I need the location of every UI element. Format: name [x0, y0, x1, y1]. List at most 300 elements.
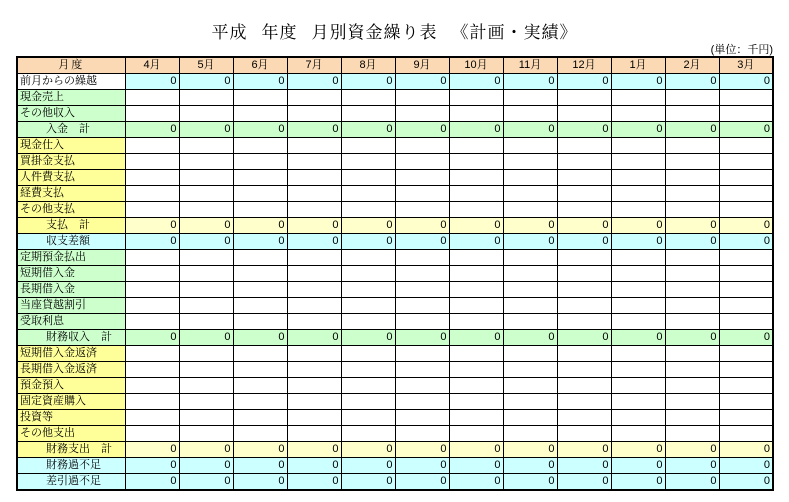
value-cell[interactable]: 0 — [395, 330, 449, 346]
value-cell[interactable] — [719, 170, 773, 186]
value-cell[interactable]: 0 — [611, 122, 665, 138]
value-cell[interactable]: 0 — [341, 74, 395, 90]
value-cell[interactable] — [341, 106, 395, 122]
value-cell[interactable] — [611, 154, 665, 170]
value-cell[interactable]: 0 — [557, 234, 611, 250]
value-cell[interactable] — [287, 314, 341, 330]
value-cell[interactable] — [503, 170, 557, 186]
value-cell[interactable]: 0 — [287, 218, 341, 234]
value-cell[interactable] — [665, 426, 719, 442]
value-cell[interactable] — [287, 186, 341, 202]
value-cell[interactable] — [125, 170, 179, 186]
value-cell[interactable] — [665, 394, 719, 410]
value-cell[interactable] — [179, 138, 233, 154]
value-cell[interactable] — [179, 282, 233, 298]
value-cell[interactable]: 0 — [449, 442, 503, 458]
value-cell[interactable]: 0 — [287, 74, 341, 90]
value-cell[interactable] — [179, 426, 233, 442]
value-cell[interactable] — [287, 426, 341, 442]
value-cell[interactable] — [341, 138, 395, 154]
value-cell[interactable] — [719, 138, 773, 154]
value-cell[interactable] — [665, 250, 719, 266]
value-cell[interactable] — [557, 202, 611, 218]
value-cell[interactable] — [449, 426, 503, 442]
value-cell[interactable] — [341, 266, 395, 282]
value-cell[interactable]: 0 — [449, 234, 503, 250]
value-cell[interactable] — [395, 410, 449, 426]
value-cell[interactable]: 0 — [719, 218, 773, 234]
value-cell[interactable] — [503, 266, 557, 282]
value-cell[interactable]: 0 — [395, 442, 449, 458]
value-cell[interactable] — [449, 346, 503, 362]
value-cell[interactable] — [719, 394, 773, 410]
value-cell[interactable] — [449, 170, 503, 186]
value-cell[interactable] — [611, 378, 665, 394]
value-cell[interactable] — [395, 394, 449, 410]
value-cell[interactable]: 0 — [233, 442, 287, 458]
value-cell[interactable] — [179, 394, 233, 410]
value-cell[interactable] — [287, 250, 341, 266]
value-cell[interactable]: 0 — [611, 74, 665, 90]
value-cell[interactable]: 0 — [179, 442, 233, 458]
value-cell[interactable] — [287, 378, 341, 394]
value-cell[interactable] — [179, 154, 233, 170]
value-cell[interactable] — [395, 250, 449, 266]
value-cell[interactable] — [719, 282, 773, 298]
value-cell[interactable] — [719, 266, 773, 282]
value-cell[interactable] — [125, 362, 179, 378]
value-cell[interactable]: 0 — [287, 442, 341, 458]
value-cell[interactable] — [287, 202, 341, 218]
value-cell[interactable] — [125, 202, 179, 218]
value-cell[interactable]: 0 — [179, 234, 233, 250]
value-cell[interactable]: 0 — [125, 474, 179, 491]
value-cell[interactable]: 0 — [557, 74, 611, 90]
value-cell[interactable] — [665, 106, 719, 122]
value-cell[interactable]: 0 — [611, 458, 665, 474]
value-cell[interactable] — [665, 90, 719, 106]
value-cell[interactable]: 0 — [395, 122, 449, 138]
value-cell[interactable]: 0 — [449, 122, 503, 138]
value-cell[interactable] — [179, 106, 233, 122]
value-cell[interactable] — [449, 202, 503, 218]
value-cell[interactable]: 0 — [125, 218, 179, 234]
value-cell[interactable] — [449, 138, 503, 154]
value-cell[interactable] — [503, 378, 557, 394]
value-cell[interactable] — [233, 362, 287, 378]
value-cell[interactable]: 0 — [233, 458, 287, 474]
value-cell[interactable] — [179, 410, 233, 426]
value-cell[interactable] — [719, 378, 773, 394]
value-cell[interactable] — [233, 410, 287, 426]
value-cell[interactable] — [233, 106, 287, 122]
value-cell[interactable] — [395, 170, 449, 186]
value-cell[interactable] — [449, 410, 503, 426]
value-cell[interactable]: 0 — [287, 234, 341, 250]
value-cell[interactable] — [503, 362, 557, 378]
value-cell[interactable] — [233, 154, 287, 170]
value-cell[interactable] — [503, 314, 557, 330]
value-cell[interactable] — [179, 250, 233, 266]
value-cell[interactable]: 0 — [503, 458, 557, 474]
value-cell[interactable] — [287, 170, 341, 186]
value-cell[interactable] — [719, 202, 773, 218]
value-cell[interactable]: 0 — [233, 74, 287, 90]
value-cell[interactable]: 0 — [341, 474, 395, 491]
value-cell[interactable] — [449, 362, 503, 378]
value-cell[interactable]: 0 — [449, 474, 503, 491]
value-cell[interactable]: 0 — [395, 218, 449, 234]
value-cell[interactable]: 0 — [503, 218, 557, 234]
value-cell[interactable]: 0 — [179, 122, 233, 138]
value-cell[interactable]: 0 — [557, 330, 611, 346]
value-cell[interactable] — [719, 90, 773, 106]
value-cell[interactable]: 0 — [287, 122, 341, 138]
value-cell[interactable]: 0 — [179, 474, 233, 491]
value-cell[interactable] — [557, 298, 611, 314]
value-cell[interactable] — [503, 90, 557, 106]
value-cell[interactable] — [665, 266, 719, 282]
value-cell[interactable] — [179, 298, 233, 314]
value-cell[interactable] — [665, 170, 719, 186]
value-cell[interactable] — [611, 186, 665, 202]
value-cell[interactable]: 0 — [341, 442, 395, 458]
value-cell[interactable] — [125, 266, 179, 282]
value-cell[interactable] — [125, 426, 179, 442]
value-cell[interactable] — [341, 202, 395, 218]
value-cell[interactable]: 0 — [287, 458, 341, 474]
value-cell[interactable]: 0 — [179, 74, 233, 90]
value-cell[interactable] — [449, 282, 503, 298]
value-cell[interactable] — [125, 90, 179, 106]
value-cell[interactable] — [395, 106, 449, 122]
value-cell[interactable] — [719, 362, 773, 378]
value-cell[interactable] — [665, 186, 719, 202]
value-cell[interactable] — [503, 394, 557, 410]
value-cell[interactable]: 0 — [341, 122, 395, 138]
value-cell[interactable] — [557, 394, 611, 410]
value-cell[interactable] — [233, 138, 287, 154]
value-cell[interactable] — [233, 314, 287, 330]
value-cell[interactable]: 0 — [395, 234, 449, 250]
value-cell[interactable] — [233, 266, 287, 282]
value-cell[interactable] — [503, 154, 557, 170]
value-cell[interactable] — [449, 314, 503, 330]
value-cell[interactable] — [233, 202, 287, 218]
value-cell[interactable]: 0 — [341, 218, 395, 234]
value-cell[interactable]: 0 — [125, 234, 179, 250]
value-cell[interactable] — [557, 170, 611, 186]
value-cell[interactable]: 0 — [503, 74, 557, 90]
value-cell[interactable] — [449, 266, 503, 282]
value-cell[interactable] — [611, 138, 665, 154]
value-cell[interactable]: 0 — [719, 74, 773, 90]
value-cell[interactable] — [233, 378, 287, 394]
value-cell[interactable] — [557, 250, 611, 266]
value-cell[interactable]: 0 — [611, 234, 665, 250]
value-cell[interactable] — [341, 378, 395, 394]
value-cell[interactable] — [395, 362, 449, 378]
value-cell[interactable] — [611, 106, 665, 122]
value-cell[interactable]: 0 — [557, 474, 611, 491]
value-cell[interactable] — [665, 314, 719, 330]
value-cell[interactable]: 0 — [233, 218, 287, 234]
value-cell[interactable] — [449, 186, 503, 202]
value-cell[interactable] — [287, 410, 341, 426]
value-cell[interactable] — [611, 410, 665, 426]
value-cell[interactable] — [395, 90, 449, 106]
value-cell[interactable] — [611, 298, 665, 314]
value-cell[interactable] — [179, 362, 233, 378]
value-cell[interactable] — [125, 298, 179, 314]
value-cell[interactable] — [449, 250, 503, 266]
value-cell[interactable]: 0 — [665, 330, 719, 346]
value-cell[interactable] — [287, 106, 341, 122]
value-cell[interactable] — [503, 346, 557, 362]
value-cell[interactable] — [395, 426, 449, 442]
value-cell[interactable] — [611, 426, 665, 442]
value-cell[interactable] — [449, 298, 503, 314]
value-cell[interactable] — [557, 90, 611, 106]
value-cell[interactable]: 0 — [665, 474, 719, 491]
value-cell[interactable] — [287, 282, 341, 298]
value-cell[interactable] — [395, 346, 449, 362]
value-cell[interactable]: 0 — [395, 458, 449, 474]
value-cell[interactable] — [395, 202, 449, 218]
value-cell[interactable] — [719, 410, 773, 426]
value-cell[interactable] — [341, 154, 395, 170]
value-cell[interactable]: 0 — [503, 122, 557, 138]
value-cell[interactable] — [395, 298, 449, 314]
value-cell[interactable] — [557, 410, 611, 426]
value-cell[interactable] — [503, 298, 557, 314]
value-cell[interactable] — [611, 282, 665, 298]
value-cell[interactable] — [395, 266, 449, 282]
value-cell[interactable] — [557, 426, 611, 442]
value-cell[interactable] — [665, 154, 719, 170]
value-cell[interactable]: 0 — [341, 330, 395, 346]
value-cell[interactable] — [611, 202, 665, 218]
value-cell[interactable]: 0 — [287, 330, 341, 346]
value-cell[interactable] — [557, 106, 611, 122]
value-cell[interactable] — [287, 298, 341, 314]
value-cell[interactable] — [665, 298, 719, 314]
value-cell[interactable] — [287, 138, 341, 154]
value-cell[interactable] — [503, 250, 557, 266]
value-cell[interactable]: 0 — [233, 330, 287, 346]
value-cell[interactable]: 0 — [503, 234, 557, 250]
value-cell[interactable] — [125, 250, 179, 266]
value-cell[interactable]: 0 — [611, 474, 665, 491]
value-cell[interactable] — [125, 154, 179, 170]
value-cell[interactable] — [557, 138, 611, 154]
value-cell[interactable]: 0 — [557, 458, 611, 474]
value-cell[interactable]: 0 — [233, 234, 287, 250]
value-cell[interactable] — [395, 282, 449, 298]
value-cell[interactable] — [719, 186, 773, 202]
value-cell[interactable]: 0 — [233, 474, 287, 491]
value-cell[interactable] — [395, 378, 449, 394]
value-cell[interactable]: 0 — [125, 458, 179, 474]
value-cell[interactable]: 0 — [557, 442, 611, 458]
value-cell[interactable] — [179, 186, 233, 202]
value-cell[interactable] — [395, 138, 449, 154]
value-cell[interactable] — [341, 250, 395, 266]
value-cell[interactable] — [503, 426, 557, 442]
value-cell[interactable]: 0 — [611, 330, 665, 346]
value-cell[interactable]: 0 — [125, 74, 179, 90]
value-cell[interactable] — [341, 362, 395, 378]
value-cell[interactable] — [341, 90, 395, 106]
value-cell[interactable] — [287, 266, 341, 282]
value-cell[interactable] — [233, 170, 287, 186]
value-cell[interactable] — [719, 346, 773, 362]
value-cell[interactable] — [665, 138, 719, 154]
value-cell[interactable] — [719, 154, 773, 170]
value-cell[interactable]: 0 — [179, 218, 233, 234]
value-cell[interactable]: 0 — [395, 74, 449, 90]
value-cell[interactable] — [287, 90, 341, 106]
value-cell[interactable]: 0 — [179, 330, 233, 346]
value-cell[interactable] — [611, 90, 665, 106]
value-cell[interactable]: 0 — [233, 122, 287, 138]
value-cell[interactable] — [449, 394, 503, 410]
value-cell[interactable]: 0 — [719, 330, 773, 346]
value-cell[interactable] — [287, 154, 341, 170]
value-cell[interactable]: 0 — [125, 330, 179, 346]
value-cell[interactable]: 0 — [665, 442, 719, 458]
value-cell[interactable] — [233, 394, 287, 410]
value-cell[interactable] — [503, 410, 557, 426]
value-cell[interactable]: 0 — [719, 234, 773, 250]
value-cell[interactable]: 0 — [287, 474, 341, 491]
value-cell[interactable]: 0 — [449, 330, 503, 346]
value-cell[interactable] — [611, 362, 665, 378]
value-cell[interactable] — [341, 298, 395, 314]
value-cell[interactable] — [665, 362, 719, 378]
value-cell[interactable] — [179, 90, 233, 106]
value-cell[interactable] — [665, 410, 719, 426]
value-cell[interactable]: 0 — [557, 122, 611, 138]
value-cell[interactable] — [179, 170, 233, 186]
value-cell[interactable] — [341, 314, 395, 330]
value-cell[interactable] — [719, 314, 773, 330]
value-cell[interactable] — [395, 154, 449, 170]
value-cell[interactable] — [719, 250, 773, 266]
value-cell[interactable]: 0 — [125, 442, 179, 458]
value-cell[interactable] — [665, 346, 719, 362]
value-cell[interactable] — [719, 106, 773, 122]
value-cell[interactable] — [611, 266, 665, 282]
value-cell[interactable] — [557, 282, 611, 298]
value-cell[interactable] — [665, 378, 719, 394]
value-cell[interactable] — [287, 362, 341, 378]
value-cell[interactable]: 0 — [449, 74, 503, 90]
value-cell[interactable]: 0 — [665, 74, 719, 90]
value-cell[interactable] — [449, 154, 503, 170]
value-cell[interactable] — [125, 314, 179, 330]
value-cell[interactable] — [287, 394, 341, 410]
value-cell[interactable]: 0 — [557, 218, 611, 234]
value-cell[interactable] — [233, 298, 287, 314]
value-cell[interactable]: 0 — [341, 458, 395, 474]
value-cell[interactable] — [449, 378, 503, 394]
value-cell[interactable] — [233, 250, 287, 266]
value-cell[interactable] — [233, 282, 287, 298]
value-cell[interactable] — [179, 266, 233, 282]
value-cell[interactable] — [341, 170, 395, 186]
value-cell[interactable] — [341, 346, 395, 362]
value-cell[interactable] — [125, 106, 179, 122]
value-cell[interactable]: 0 — [719, 442, 773, 458]
value-cell[interactable] — [503, 202, 557, 218]
value-cell[interactable] — [233, 186, 287, 202]
value-cell[interactable] — [395, 186, 449, 202]
value-cell[interactable]: 0 — [719, 122, 773, 138]
value-cell[interactable]: 0 — [503, 474, 557, 491]
value-cell[interactable] — [665, 202, 719, 218]
value-cell[interactable] — [125, 346, 179, 362]
value-cell[interactable] — [611, 170, 665, 186]
value-cell[interactable] — [341, 186, 395, 202]
value-cell[interactable] — [503, 282, 557, 298]
value-cell[interactable] — [125, 378, 179, 394]
value-cell[interactable] — [611, 250, 665, 266]
value-cell[interactable]: 0 — [719, 474, 773, 491]
value-cell[interactable] — [125, 186, 179, 202]
value-cell[interactable] — [611, 314, 665, 330]
value-cell[interactable] — [719, 426, 773, 442]
value-cell[interactable] — [557, 362, 611, 378]
value-cell[interactable]: 0 — [395, 474, 449, 491]
value-cell[interactable] — [449, 90, 503, 106]
value-cell[interactable] — [125, 282, 179, 298]
value-cell[interactable] — [233, 90, 287, 106]
value-cell[interactable] — [611, 394, 665, 410]
value-cell[interactable] — [503, 186, 557, 202]
value-cell[interactable] — [233, 346, 287, 362]
value-cell[interactable] — [611, 346, 665, 362]
value-cell[interactable] — [719, 298, 773, 314]
value-cell[interactable]: 0 — [665, 218, 719, 234]
value-cell[interactable]: 0 — [449, 458, 503, 474]
value-cell[interactable] — [557, 266, 611, 282]
value-cell[interactable] — [179, 202, 233, 218]
value-cell[interactable]: 0 — [179, 458, 233, 474]
value-cell[interactable]: 0 — [341, 234, 395, 250]
value-cell[interactable] — [125, 138, 179, 154]
value-cell[interactable] — [287, 346, 341, 362]
value-cell[interactable] — [341, 394, 395, 410]
value-cell[interactable]: 0 — [665, 234, 719, 250]
value-cell[interactable] — [503, 106, 557, 122]
value-cell[interactable] — [557, 186, 611, 202]
value-cell[interactable] — [179, 378, 233, 394]
value-cell[interactable] — [341, 426, 395, 442]
value-cell[interactable] — [557, 378, 611, 394]
value-cell[interactable] — [179, 346, 233, 362]
value-cell[interactable] — [395, 314, 449, 330]
value-cell[interactable] — [449, 106, 503, 122]
value-cell[interactable]: 0 — [665, 458, 719, 474]
value-cell[interactable] — [233, 426, 287, 442]
value-cell[interactable] — [341, 282, 395, 298]
value-cell[interactable] — [125, 410, 179, 426]
value-cell[interactable]: 0 — [449, 218, 503, 234]
value-cell[interactable]: 0 — [611, 442, 665, 458]
value-cell[interactable] — [341, 410, 395, 426]
value-cell[interactable]: 0 — [719, 458, 773, 474]
